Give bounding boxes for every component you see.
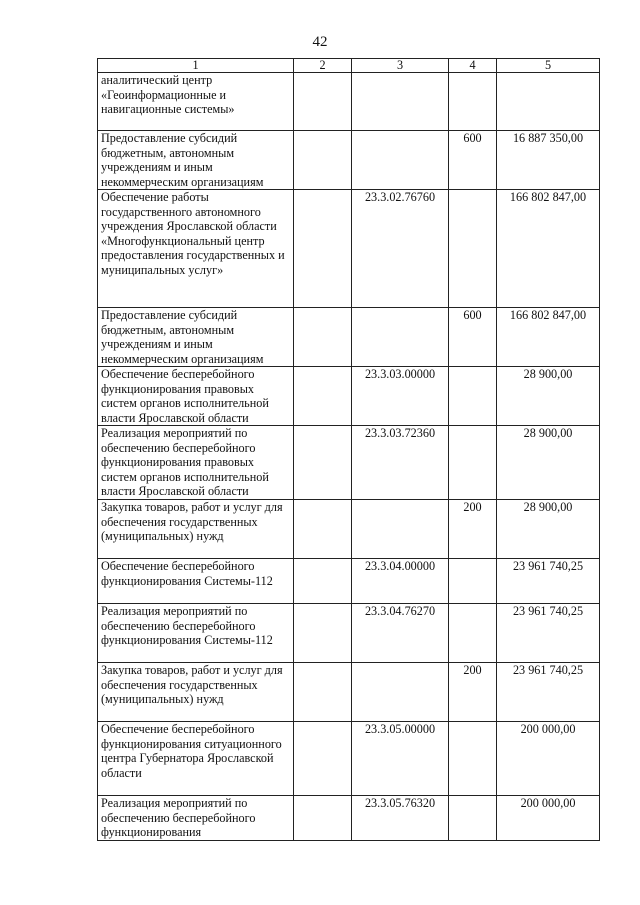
table-row <box>98 604 600 663</box>
row-name: Закупка товаров, работ и услуг для обеспечения государственных (муниципальных) нужд <box>98 663 294 722</box>
table-row <box>98 367 600 426</box>
row-sum: 23 961 740,25 <box>497 559 600 604</box>
row-code <box>352 500 449 559</box>
row-type <box>449 722 497 796</box>
row-name: Обеспечение бесперебойного функционирования Системы-112 <box>98 559 294 604</box>
row-name: Обеспечение бесперебойного функционирования ситуационного центра Губернатора Ярославской области <box>98 722 294 796</box>
budget-table <box>97 58 600 841</box>
row-sum: 200 000,00 <box>497 722 600 796</box>
column-header-3: 3 <box>352 59 449 73</box>
row-sum: 200 000,00 <box>497 796 600 841</box>
table-row <box>98 190 600 308</box>
row-name: Обеспечение работы государственного автономного учреждения Ярославской области «Многофункциональный центр предоставления государственных и муниципальных услуг» <box>98 190 294 308</box>
row-col2 <box>294 367 352 426</box>
row-type <box>449 604 497 663</box>
table-row <box>98 663 600 722</box>
row-sum: 28 900,00 <box>497 367 600 426</box>
row-name: Закупка товаров, работ и услуг для обеспечения государственных (муниципальных) нужд <box>98 500 294 559</box>
table-row <box>98 796 600 841</box>
row-code: 23.3.03.72360 <box>352 426 449 500</box>
row-code <box>352 663 449 722</box>
row-code: 23.3.02.76760 <box>352 190 449 308</box>
row-type <box>449 796 497 841</box>
row-code <box>352 308 449 367</box>
row-sum: 166 802 847,00 <box>497 190 600 308</box>
row-code <box>352 73 449 131</box>
row-col2 <box>294 131 352 190</box>
row-sum: 16 887 350,00 <box>497 131 600 190</box>
table-row <box>98 308 600 367</box>
row-name: Обеспечение бесперебойного функционирования правовых систем органов исполнительной власти Ярославской области <box>98 367 294 426</box>
row-sum: 23 961 740,25 <box>497 663 600 722</box>
row-code <box>352 131 449 190</box>
row-code: 23.3.05.00000 <box>352 722 449 796</box>
column-header-5: 5 <box>497 59 600 73</box>
row-name: Реализация мероприятий по обеспечению бесперебойного функционирования Системы-112 <box>98 604 294 663</box>
column-header-2: 2 <box>294 59 352 73</box>
table-row <box>98 722 600 796</box>
row-col2 <box>294 604 352 663</box>
row-col2 <box>294 559 352 604</box>
column-header-1: 1 <box>98 59 294 73</box>
row-type <box>449 73 497 131</box>
row-col2 <box>294 190 352 308</box>
row-sum <box>497 73 600 131</box>
row-name: аналитический центр «Геоинформационные и навигационные системы» <box>98 73 294 131</box>
table-row <box>98 73 600 131</box>
row-name: Предоставление субсидий бюджетным, автономным учреждениям и иным некоммерческим организациям <box>98 131 294 190</box>
row-code: 23.3.04.76270 <box>352 604 449 663</box>
row-type <box>449 426 497 500</box>
row-name: Реализация мероприятий по обеспечению бесперебойного функционирования правовых систем органов исполнительной власти Ярославской области <box>98 426 294 500</box>
table-row <box>98 559 600 604</box>
row-type <box>449 559 497 604</box>
row-col2 <box>294 796 352 841</box>
row-name: Реализация мероприятий по обеспечению бесперебойного функционирования <box>98 796 294 841</box>
row-name: Предоставление субсидий бюджетным, автономным учреждениям и иным некоммерческим организациям <box>98 308 294 367</box>
row-col2 <box>294 426 352 500</box>
table-row <box>98 500 600 559</box>
column-header-4: 4 <box>449 59 497 73</box>
row-sum: 166 802 847,00 <box>497 308 600 367</box>
row-type <box>449 367 497 426</box>
row-type: 200 <box>449 663 497 722</box>
row-sum: 28 900,00 <box>497 426 600 500</box>
row-sum: 28 900,00 <box>497 500 600 559</box>
row-type: 600 <box>449 308 497 367</box>
page-number: 42 <box>312 34 328 50</box>
row-sum: 23 961 740,25 <box>497 604 600 663</box>
row-type: 200 <box>449 500 497 559</box>
table-header-row <box>98 59 600 73</box>
row-col2 <box>294 663 352 722</box>
row-code: 23.3.05.76320 <box>352 796 449 841</box>
row-col2 <box>294 722 352 796</box>
table-row <box>98 426 600 500</box>
table-row <box>98 131 600 190</box>
row-code: 23.3.04.00000 <box>352 559 449 604</box>
row-col2 <box>294 73 352 131</box>
row-code: 23.3.03.00000 <box>352 367 449 426</box>
row-col2 <box>294 500 352 559</box>
row-type: 600 <box>449 131 497 190</box>
row-type <box>449 190 497 308</box>
row-col2 <box>294 308 352 367</box>
